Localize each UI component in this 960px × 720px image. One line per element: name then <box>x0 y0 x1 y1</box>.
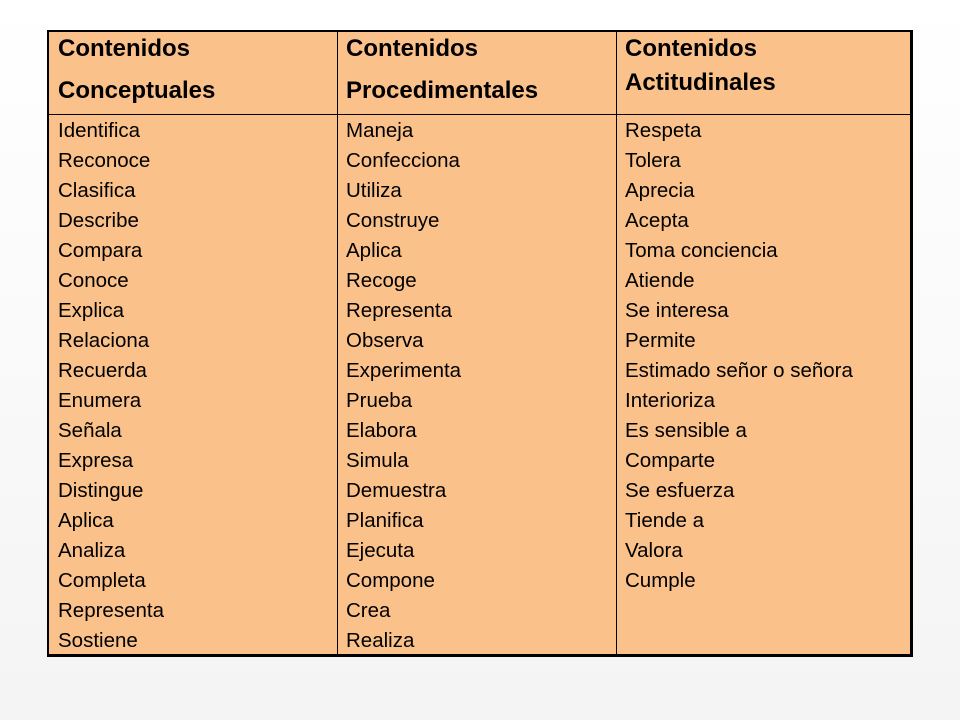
list-item: Se interesa <box>625 299 729 322</box>
header-line: Contenidos <box>346 35 478 62</box>
list-item: Tiende a <box>625 509 705 532</box>
header-conceptuales <box>49 32 337 114</box>
list-item: Expresa <box>58 449 134 472</box>
list-item: Explica <box>58 299 125 322</box>
header-line: Procedimentales <box>346 77 539 104</box>
list-item: Se esfuerza <box>625 479 735 502</box>
list-item: Clasifica <box>58 179 136 202</box>
list-item: Es sensible a <box>625 419 747 442</box>
list-item: Analiza <box>58 539 126 562</box>
list-item: Construye <box>346 209 440 232</box>
list-item: Atiende <box>625 269 695 292</box>
actitudinales-list <box>625 116 853 596</box>
list-item: Relaciona <box>58 329 150 352</box>
list-item: Planifica <box>346 509 424 532</box>
procedimentales-list <box>346 116 461 656</box>
list-item: Ejecuta <box>346 539 415 562</box>
list-item: Describe <box>58 209 139 232</box>
list-item: Representa <box>346 299 452 322</box>
list-item: Maneja <box>346 119 414 142</box>
list-item: Sostiene <box>58 629 138 652</box>
list-item: Acepta <box>625 209 689 232</box>
header-line: Actitudinales <box>625 69 776 96</box>
header-line: Contenidos <box>625 35 757 62</box>
list-item: Aplica <box>346 239 402 262</box>
list-item: Tolera <box>625 149 681 172</box>
list-item: Toma conciencia <box>625 239 778 262</box>
list-item: Reconoce <box>58 149 151 172</box>
header-line: Conceptuales <box>58 77 216 104</box>
header-divider <box>49 114 910 115</box>
contents-table <box>47 30 913 657</box>
list-item: Interioriza <box>625 389 716 412</box>
list-item: Identifica <box>58 119 141 142</box>
list-item: Estimado señor o señora <box>625 359 853 382</box>
list-item: Crea <box>346 599 391 622</box>
list-item: Distingue <box>58 479 144 502</box>
list-item: Elabora <box>346 419 417 442</box>
list-item: Compara <box>58 239 143 262</box>
header-actitudinales <box>616 32 912 114</box>
list-item: Compone <box>346 569 435 592</box>
list-item: Conoce <box>58 269 129 292</box>
list-item: Cumple <box>625 569 696 592</box>
list-item: Observa <box>346 329 424 352</box>
list-item: Confecciona <box>346 149 460 172</box>
column-divider <box>337 32 338 654</box>
list-item: Representa <box>58 599 164 622</box>
header-procedimentales <box>337 32 616 114</box>
list-item: Respeta <box>625 119 702 142</box>
list-item: Utiliza <box>346 179 402 202</box>
header-line: Contenidos <box>58 35 190 62</box>
list-item: Valora <box>625 539 683 562</box>
list-item: Permite <box>625 329 696 352</box>
list-item: Comparte <box>625 449 716 472</box>
list-item: Completa <box>58 569 146 592</box>
list-item: Recuerda <box>58 359 147 382</box>
list-item: Señala <box>58 419 122 442</box>
list-item: Simula <box>346 449 409 472</box>
list-item: Demuestra <box>346 479 447 502</box>
list-item: Experimenta <box>346 359 462 382</box>
list-item: Prueba <box>346 389 413 412</box>
list-item: Enumera <box>58 389 142 412</box>
list-item: Recoge <box>346 269 417 292</box>
list-item: Aprecia <box>625 179 695 202</box>
column-divider <box>616 32 617 654</box>
conceptuales-list <box>58 116 164 656</box>
list-item: Aplica <box>58 509 114 532</box>
list-item: Realiza <box>346 629 415 652</box>
